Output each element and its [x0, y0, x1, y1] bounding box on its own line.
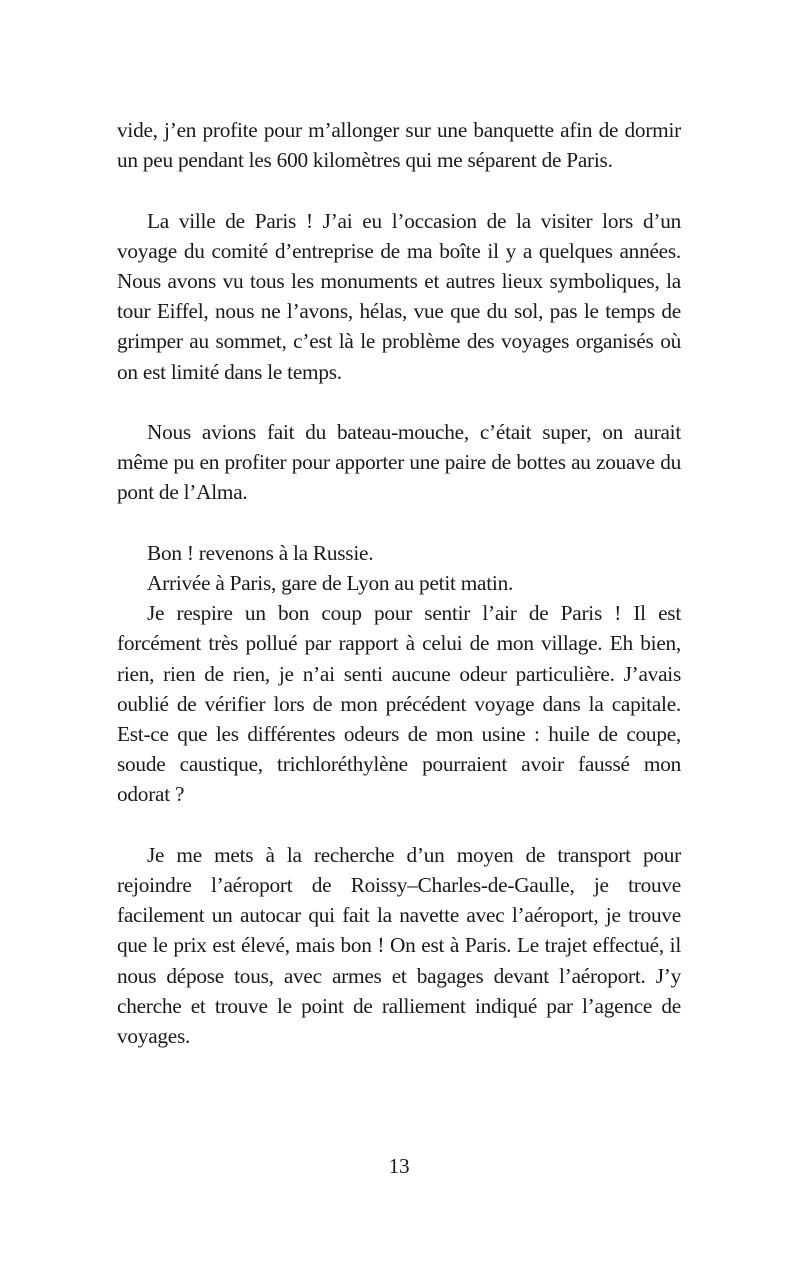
paragraph-transport: Je me mets à la recherche d’un moyen de transport pour rejoindre l’aéroport de Roissy–Charles-de-Gaulle, je trouve facilement un autocar qui fait la navette avec l’aéroport, je trouve que le prix est élevé, mais bon ! On est à Paris. Le trajet effectué, il nous dépose tous, avec armes et bagages devant l’aéroport. J’y cherche et trouve le point de ralliement indiqué par l’agence de voyages. — [117, 842, 681, 1049]
page-number: 13 — [388, 1154, 410, 1178]
paragraph-continuation: vide, j’en profite pour m’allonger sur une banquette afin de dormir un peu pendant les 600 kilomètres qui me séparent de Paris. — [117, 118, 681, 173]
paragraph-paris-visit: La ville de Paris ! J’ai eu l’occasion de la visiter lors d’un voyage du comité d’entreprise de ma boîte il y a quelques années. Nous avons vu tous les monuments et autres lieux symboliques, la tour Eiffel, nous ne l’avons, hélas, vue que du sol, pas le temps de grimper au sommet, c’est là le problème des voyages organisés où on est limité dans le temps. — [117, 208, 681, 384]
paragraph-arrival: Arrivée à Paris, gare de Lyon au petit matin. — [147, 571, 514, 595]
paragraph-air-of-paris: Je respire un bon coup pour sentir l’air de Paris ! Il est forcément très pollué par rapport à celui de mon village. Eh bien, rien, rien de rien, je n’ai senti aucune odeur particulière. J’avais oublié de vérifier lors de mon précédent voyage dans la capitale. Est-ce que les différentes odeurs de mon usine : huile de coupe, soude caustique, trichloréthylène pourraient avoir faussé mon odorat ? — [117, 601, 681, 807]
book-page — [117, 115, 681, 1205]
paragraph-back-to-russia: Bon ! revenons à la Russie. — [147, 540, 374, 565]
paragraph-bateau-mouche: Nous avions fait du bateau-mouche, c’était super, on aurait même pu en profiter pour apporter une paire de bottes au zouave du pont de l’Alma. — [117, 420, 681, 505]
